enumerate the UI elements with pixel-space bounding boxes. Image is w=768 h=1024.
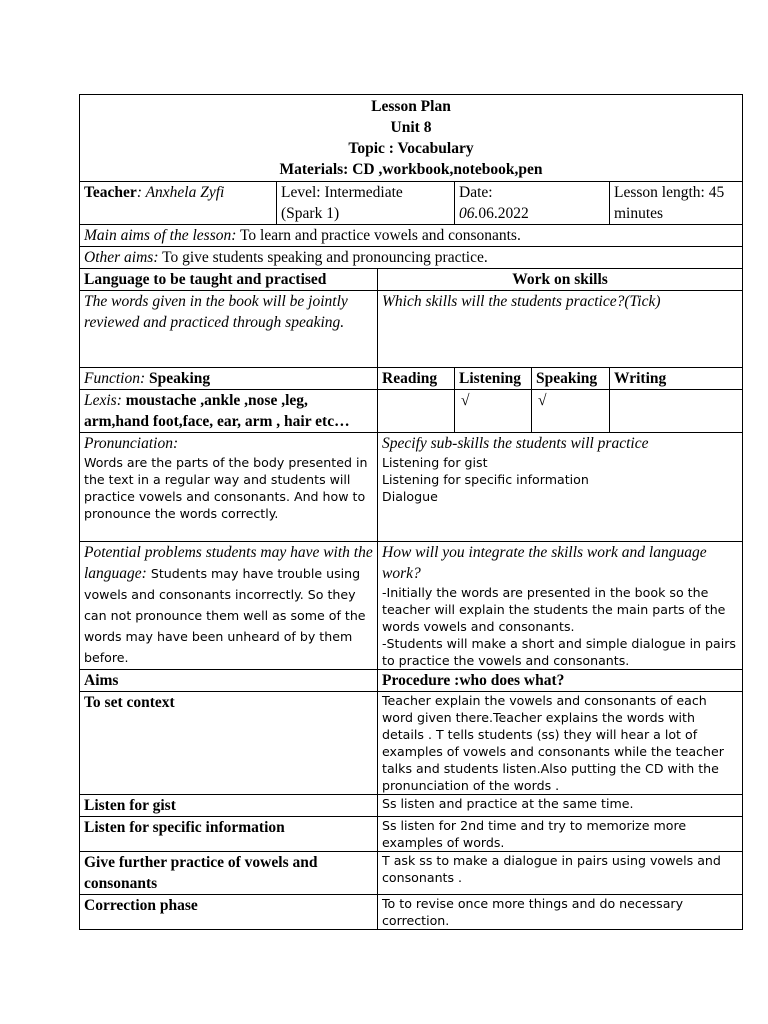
lexis-row xyxy=(80,390,743,433)
function-cell xyxy=(80,368,378,390)
skill-listening-header: Listening xyxy=(455,368,532,390)
aim-cell: Listen for specific information xyxy=(80,817,378,852)
date-cell xyxy=(455,182,610,225)
aims-heading: Aims xyxy=(80,670,378,692)
date-label: Date: xyxy=(459,184,493,201)
info-row xyxy=(80,182,743,225)
lexis-value: moustache ,ankle ,nose ,leg, arm,hand foot,face, ear, arm , hair etc… xyxy=(84,392,350,430)
pronunciation-text: Words are the parts of the body presented in the text in a regular way and students will practice vowels and consonants. And how to pronounce the words correctly. xyxy=(84,455,368,521)
procedure-cell: Ss listen and practice at the same time. xyxy=(378,795,743,817)
table-row xyxy=(80,692,743,795)
skills-heading: Work on skills xyxy=(378,269,743,291)
date-value-rest: 06.2022 xyxy=(478,205,529,222)
other-aims-row xyxy=(80,247,743,269)
tick-listening: √ xyxy=(455,390,532,433)
other-aims-label: Other aims: xyxy=(84,249,159,266)
procedure-heading: Procedure :who does what? xyxy=(378,670,743,692)
teacher-label: Teacher xyxy=(84,184,137,201)
procedure-cell: To to revise once more things and do necessary correction. xyxy=(378,895,743,930)
integrate-label: How will you integrate the skills work and language work? xyxy=(382,544,707,582)
main-aims-label: Main aims of the lesson: xyxy=(84,227,237,244)
tick-writing xyxy=(610,390,743,433)
doc-title: Lesson Plan xyxy=(371,98,451,115)
language-row xyxy=(80,291,743,368)
problems-cell xyxy=(80,542,378,670)
main-aims-row xyxy=(80,225,743,247)
subskills-label: Specify sub-skills the students will practice xyxy=(382,435,649,452)
table-row xyxy=(80,895,743,930)
table-row xyxy=(80,817,743,852)
pronunciation-row xyxy=(80,433,743,542)
procedure-heading-row xyxy=(80,670,743,692)
problems-row xyxy=(80,542,743,670)
lesson-length-line-1: Lesson length: 45 xyxy=(614,184,725,201)
subskill-item: Listening for specific information xyxy=(382,472,589,487)
title-row xyxy=(80,95,743,182)
skill-writing-header: Writing xyxy=(610,368,743,390)
integrate-line: -Initially the words are presented in the book so the teacher will explain the students the main parts of the words vowels and consonants. xyxy=(382,585,726,634)
integrate-cell xyxy=(378,542,743,670)
procedure-cell: Teacher explain the vowels and consonants of each word given there.Teacher explains the words with details . T tells students (ss) they will hear a lot of examples of vowels and consonants while the teacher talks and students listen.Also putting the CD with the pronunciation of the words . xyxy=(378,692,743,795)
lesson-plan-table xyxy=(79,94,743,930)
tick-speaking: √ xyxy=(532,390,610,433)
skill-speaking-header: Speaking xyxy=(532,368,610,390)
aim-cell: Give further practice of vowels and consonants xyxy=(80,852,378,895)
section-heading-row xyxy=(80,269,743,291)
materials-label: Materials: CD ,workbook,notebook,pen xyxy=(279,161,543,178)
topic-label: Topic : Vocabulary xyxy=(348,140,474,157)
subskill-item: Listening for gist xyxy=(382,455,488,470)
tick-reading xyxy=(378,390,455,433)
procedure-cell: T ask ss to make a dialogue in pairs using vowels and consonants . xyxy=(378,852,743,895)
subskills-cell xyxy=(378,433,743,542)
integrate-line: -Students will make a short and simple dialogue in pairs to practice the vowels and consonants. xyxy=(382,636,736,668)
aim-cell: Correction phase xyxy=(80,895,378,930)
problems-label: Potential problems students may have with the language: xyxy=(84,544,373,582)
main-aims-text: To learn and practice vowels and consonants. xyxy=(236,227,521,244)
pronunciation-label: Pronunciation: xyxy=(84,435,179,452)
aim-cell: To set context xyxy=(80,692,378,795)
lesson-length-cell xyxy=(610,182,743,225)
table-row xyxy=(80,795,743,817)
level-cell xyxy=(277,182,455,225)
language-heading: Language to be taught and practised xyxy=(80,269,378,291)
lesson-length-line-2: minutes xyxy=(614,205,664,222)
level-line-1: Level: Intermediate xyxy=(281,184,403,201)
pronunciation-cell xyxy=(80,433,378,542)
unit-label: Unit 8 xyxy=(390,119,432,136)
skills-question: Which skills will the students practice?(Tick) xyxy=(378,291,743,368)
procedure-cell: Ss listen for 2nd time and try to memorize more examples of words. xyxy=(378,817,743,852)
function-value: Speaking xyxy=(145,370,211,387)
aim-cell: Listen for gist xyxy=(80,795,378,817)
teacher-cell xyxy=(80,182,277,225)
other-aims-text: To give students speaking and pronouncing practice. xyxy=(158,249,488,266)
lexis-cell xyxy=(80,390,378,433)
problems-text: Students may have trouble using vowels and consonants incorrectly. So they can not pronounce them well as some of the words may have been unheard of by them before. xyxy=(84,566,366,665)
subskill-item: Dialogue xyxy=(382,489,438,504)
function-row xyxy=(80,368,743,390)
table-row xyxy=(80,852,743,895)
lexis-label: Lexis: xyxy=(84,392,122,409)
skill-reading-header: Reading xyxy=(378,368,455,390)
language-text: The words given in the book will be jointly reviewed and practiced through speaking. xyxy=(80,291,378,368)
level-line-2: (Spark 1) xyxy=(281,205,340,222)
date-value-day: 06. xyxy=(459,205,479,222)
teacher-name: : Anxhela Zyfi xyxy=(136,184,225,201)
lesson-plan-page xyxy=(79,94,742,930)
function-label: Function: xyxy=(84,370,146,387)
